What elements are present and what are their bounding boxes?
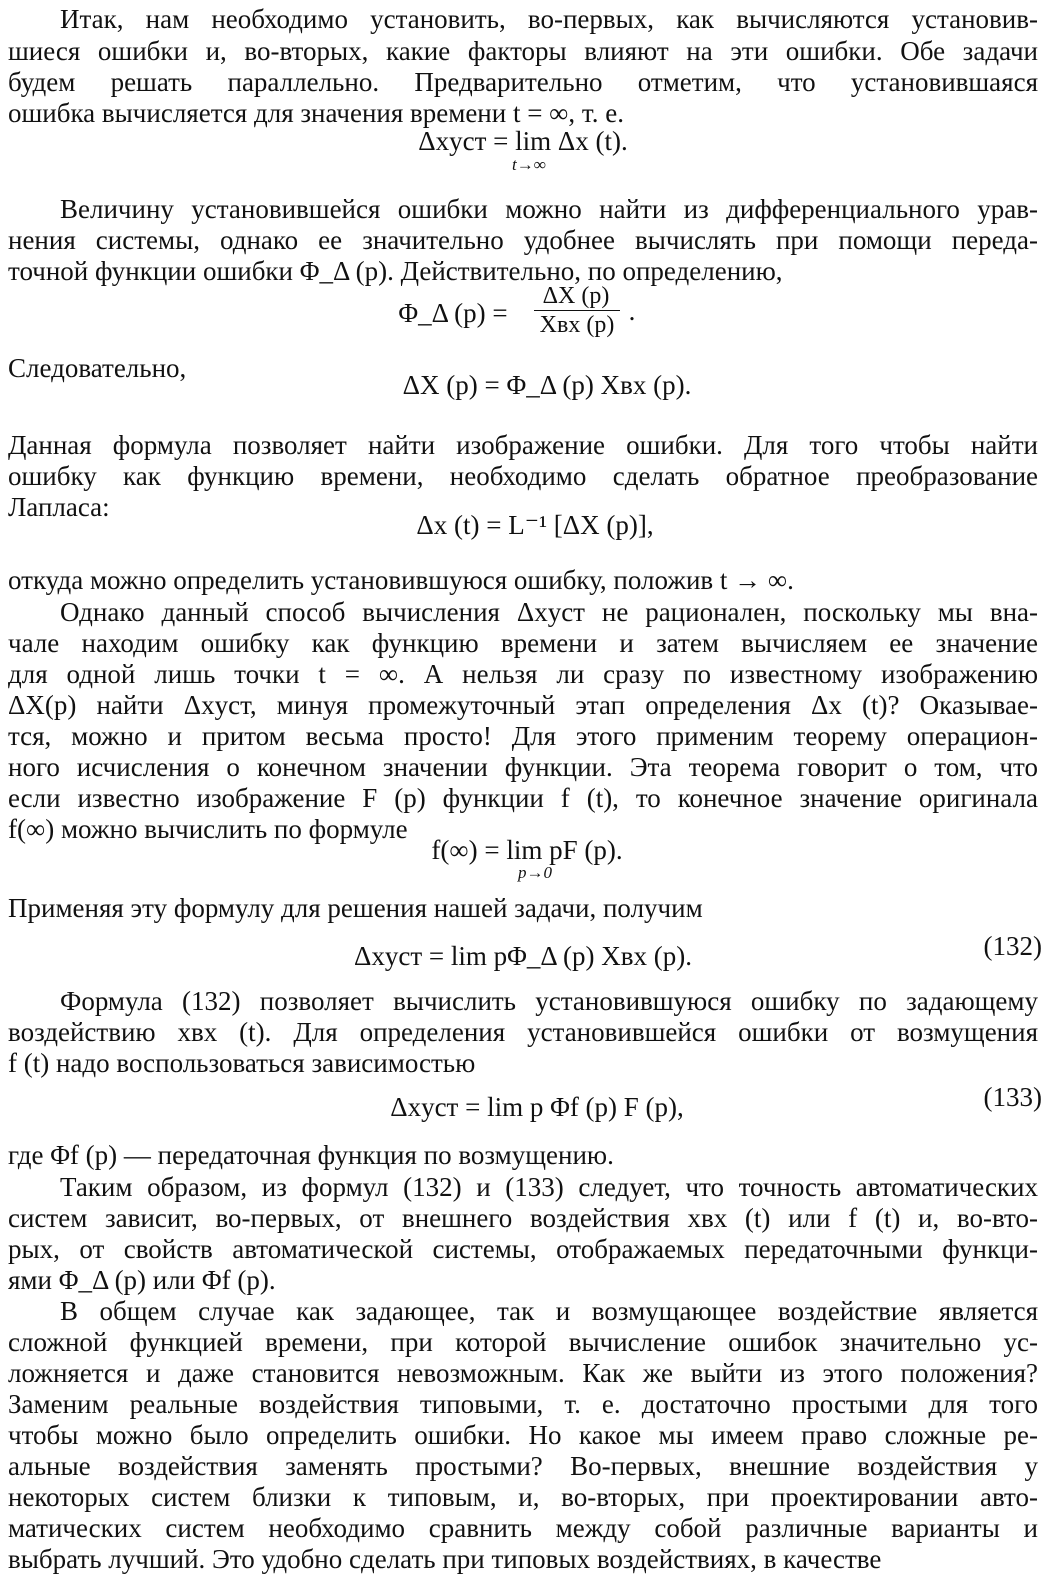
text-line: f(∞) можно вычислить по формуле	[8, 814, 408, 844]
fraction-period: .	[628, 296, 636, 326]
text-line: воздействию xвх (t). Для определения установившейся ошибки от возмущения	[8, 1017, 1038, 1047]
text-line: сложной функцией времени, при которой вычисление ошибок значительно ус-	[8, 1327, 1038, 1357]
text-line: если известно изображение F (p) функции f (t), то конечное значение оригинала	[8, 783, 1038, 813]
text-line: нения системы, однако ее значительно удобнее вычислять при помощи переда-	[8, 225, 1038, 255]
text-line: Применяя эту формулу для решения нашей задачи, получим	[8, 893, 703, 923]
final-value-subscript: p→0	[518, 863, 552, 882]
equation-steady-state-limit: Δxуст = lim Δx (t).	[418, 126, 628, 156]
text-line: чтобы можно было определить ошибки. Но какое мы имеем право сложные ре-	[8, 1420, 1038, 1450]
text-line: ложняется и даже становится невозможным. Как же выйти из этого положения?	[8, 1358, 1038, 1388]
text-line: выбрать лучший. Это удобно сделать при типовых воздействиях, в качестве	[8, 1544, 882, 1574]
text-line: альные воздействия заменять простыми? Во-первых, внешние воздействия у	[8, 1451, 1038, 1481]
text-line: ного исчисления о конечном значении функции. Эта теорема говорит о том, что	[8, 752, 1038, 782]
fraction-bar	[534, 310, 620, 311]
text-line: где Φf (p) — передаточная функция по возмущению.	[8, 1140, 614, 1170]
text-line: систем зависит, во-первых, от внешнего воздействия xвх (t) или f (t) и, во-вто-	[8, 1203, 1038, 1233]
equation-inverse-laplace: Δx (t) = L⁻¹ [ΔX (p)],	[416, 510, 654, 540]
text-line: чале находим ошибку как функцию времени и затем вычисляем ее значение	[8, 628, 1038, 658]
fraction-denominator: Xвх (p)	[539, 312, 615, 338]
text-line: В общем случае как задающее, так и возмущающее воздействие является	[60, 1296, 1038, 1326]
text-line: Следовательно,	[8, 353, 187, 383]
limit-subscript: t→∞	[512, 155, 546, 174]
text-line: Величину установившейся ошибки можно найти из дифференциального урав-	[60, 194, 1038, 224]
text-line: ошибка вычисляется для значения времени t = ∞, т. е.	[8, 98, 624, 128]
text-line: Таким образом, из формул (132) и (133) следует, что точность автоматических	[60, 1172, 1038, 1202]
text-line: Формула (132) позволяет вычислить установившуюся ошибку по задающему	[60, 986, 1038, 1016]
text-line: Данная формула позволяет найти изображение ошибки. Для того чтобы найти	[8, 430, 1038, 460]
text-line: точной функции ошибки Φ_Δ (p). Действительно, по определению,	[8, 256, 783, 286]
text-line: Заменим реальные воздействия типовыми, т. е. достаточно простыми для того	[8, 1389, 1038, 1419]
text-line: рых, от свойств автоматической системы, отображаемых передаточными функци-	[8, 1234, 1038, 1264]
equation-transfer-function-left: Φ_Δ (p) =	[398, 298, 508, 328]
text-line: ями Φ_Δ (p) или Φf (p).	[8, 1265, 276, 1295]
text-line: тся, можно и притом весьма просто! Для этого применим теорему операцион-	[8, 721, 1038, 751]
equation-132: Δxуст = lim pΦ_Δ (p) Xвх (p).	[354, 941, 692, 971]
text-line: некоторых систем близки к типовым, и, во-вторых, при проектировании авто-	[8, 1482, 1038, 1512]
equation-final-value: f(∞) = lim pF (p).	[431, 835, 623, 865]
text-line: ошибку как функцию времени, необходимо сделать обратное преобразование	[8, 461, 1038, 491]
equation-number-133: (133)	[983, 1082, 1042, 1112]
text-line: f (t) надо воспользоваться зависимостью	[8, 1048, 476, 1078]
text-line: откуда можно определить установившуюся ошибку, положив t → ∞.	[8, 565, 794, 595]
text-line: шиеся ошибки и, во-вторых, какие факторы влияют на эти ошибки. Обе задачи	[8, 36, 1038, 66]
text-line: матических систем необходимо сравнить между собой различные варианты и	[8, 1513, 1038, 1543]
text-line: Лапласа:	[8, 492, 110, 522]
equation-number-132: (132)	[983, 931, 1042, 961]
text-line: ΔX(p) найти Δxуст, минуя промежуточный этап определения Δx (t)? Оказывае-	[8, 690, 1038, 720]
text-line: Итак, нам необходимо установить, во-первых, как вычисляются установив-	[60, 4, 1038, 34]
text-line: Однако данный способ вычисления Δxуст не рационален, поскольку мы вна-	[60, 597, 1038, 627]
fraction-numerator: ΔX (p)	[542, 283, 610, 309]
text-line: для одной лишь точки t = ∞. А нельзя ли сразу по известному изображению	[8, 659, 1038, 689]
text-line: будем решать параллельно. Предварительно отметим, что установившаяся	[8, 67, 1038, 97]
equation-error-image: ΔX (p) = Φ_Δ (p) Xвх (p).	[402, 370, 692, 400]
equation-133: Δxуст = lim p Φf (p) F (p),	[390, 1092, 684, 1122]
